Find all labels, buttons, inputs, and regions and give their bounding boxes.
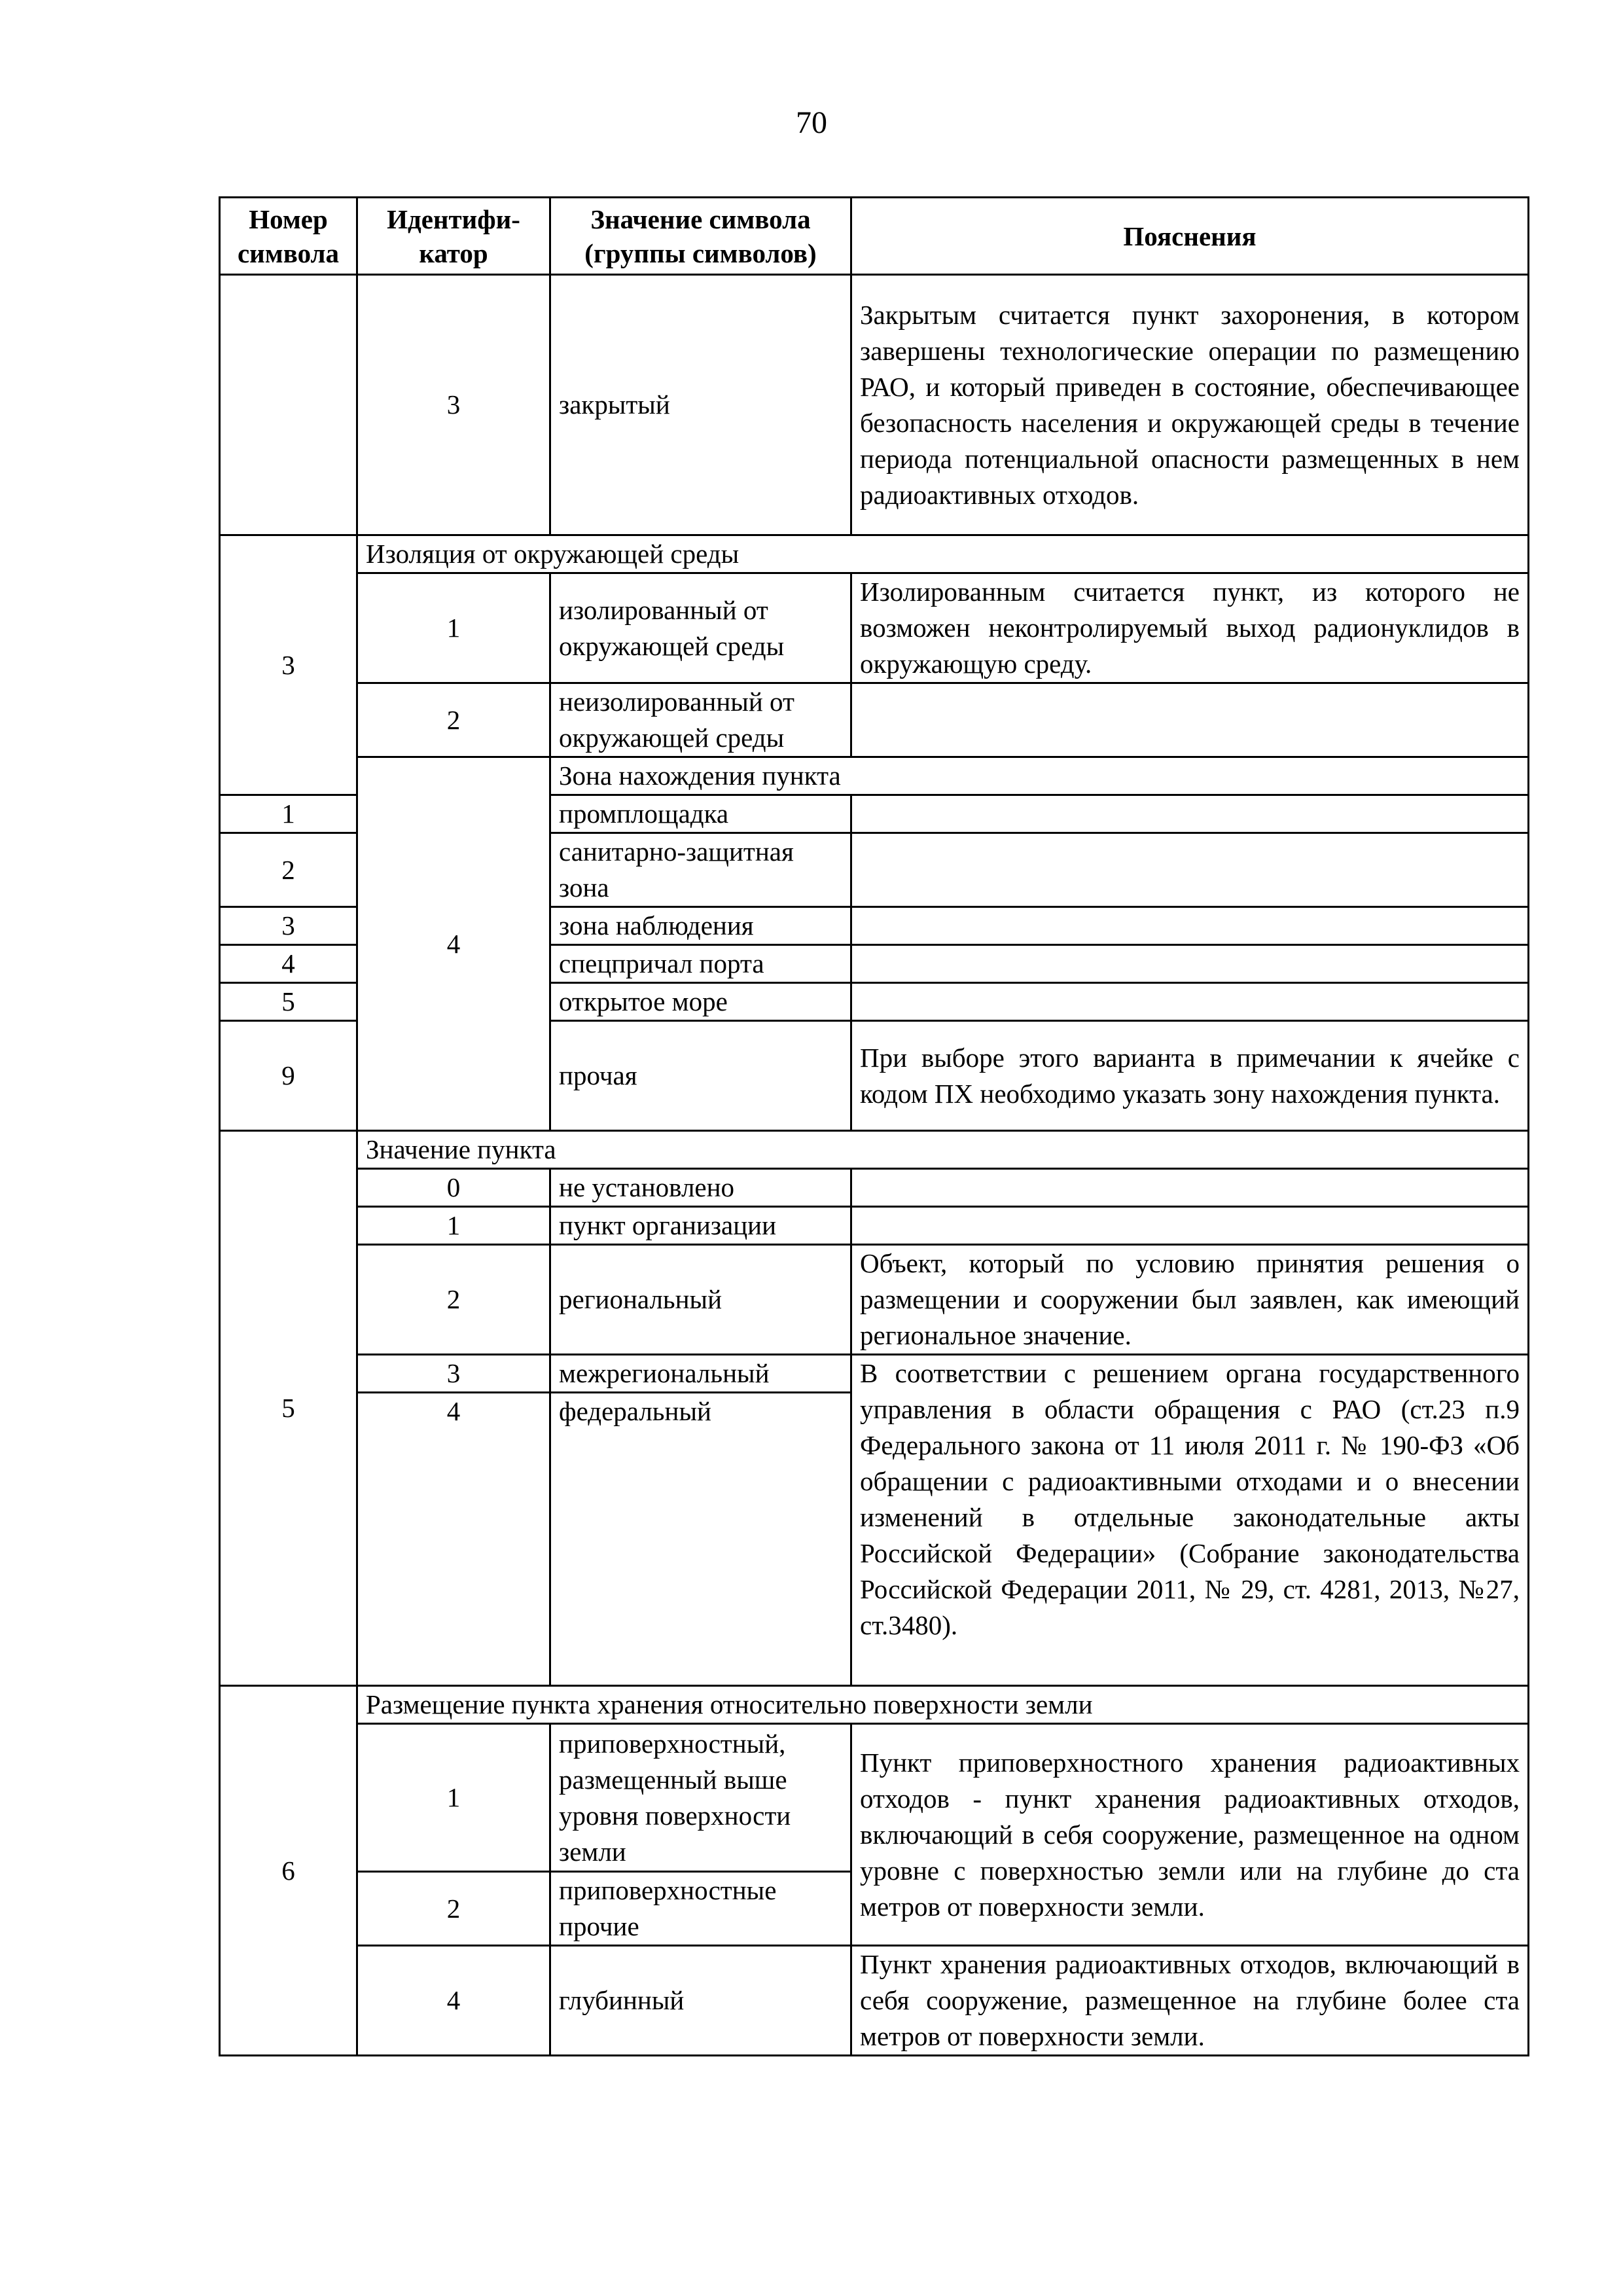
explanation-cell <box>851 833 1529 907</box>
symbol-number-cell: 3 <box>220 535 357 795</box>
table-row <box>220 1169 1529 1207</box>
table-row <box>220 1724 1529 1872</box>
value-cell: спецпричал порта <box>550 945 851 983</box>
group-row <box>220 1131 1529 1169</box>
value-cell: глубинный <box>550 1946 851 2056</box>
table-row <box>220 683 1529 757</box>
identifier-cell: 2 <box>357 1872 550 1946</box>
identifier-cell: 1 <box>357 1724 550 1872</box>
identifier-cell: 1 <box>357 573 550 683</box>
identifier-cell: 3 <box>220 907 357 945</box>
identifier-cell: 3 <box>357 1355 550 1393</box>
group-title: Изоляция от окружающей среды <box>357 535 1529 573</box>
table-row <box>220 275 1529 535</box>
identifier-cell: 3 <box>357 275 550 535</box>
symbol-number-cell: 4 <box>357 757 550 1131</box>
table-row <box>220 1946 1529 2056</box>
explanation-cell <box>851 945 1529 983</box>
value-cell: изолированный от окружающей среды <box>550 573 851 683</box>
table-row <box>220 573 1529 683</box>
symbol-table <box>219 196 1529 2056</box>
table-row <box>220 1207 1529 1245</box>
explanation-cell <box>851 1169 1529 1207</box>
value-cell: межрегиональный <box>550 1355 851 1393</box>
value-cell: неизолированный от окружающей среды <box>550 683 851 757</box>
explanation-cell: Пункт приповерхностного хранения радиоактивных отходов - пункт хранения радиоактивных отходов, включающий в себя сооружение, размещенное на одном уровне с поверхностью земли или на глубине до ста метров от поверхности земли. <box>851 1724 1529 1946</box>
page-number: 70 <box>796 105 827 140</box>
header-symbol-number: Номер символа <box>220 198 357 275</box>
identifier-cell: 0 <box>357 1169 550 1207</box>
symbol-number-cell: 6 <box>220 1686 357 2056</box>
explanation-cell: Изолированным считается пункт, из которого не возможен неконтролируемый выход радионуклидов в окружающую среду. <box>851 573 1529 683</box>
identifier-cell: 9 <box>220 1021 357 1131</box>
value-cell: приповерхностный, размещенный выше уровня поверхности земли <box>550 1724 851 1872</box>
group-title: Размещение пункта хранения относительно поверхности земли <box>357 1686 1529 1724</box>
explanation-cell <box>851 683 1529 757</box>
explanation-cell: В соответствии с решением органа государственного управления в области обращения с РАО (ст.23 п.9 Федерального закона от 11 июля 2011 г. № 190-ФЗ «Об обращении с радиоактивными отходами и о внесении изменений в отдельные законодательные акты Российской Федерации» (Собрание законодательства Российской Федерации 2011, № 29, ст. 4281, 2013, №27, ст.3480). <box>851 1355 1529 1686</box>
identifier-cell: 2 <box>357 1245 550 1355</box>
identifier-cell: 5 <box>220 983 357 1021</box>
value-cell: региональный <box>550 1245 851 1355</box>
value-cell: открытое море <box>550 983 851 1021</box>
identifier-cell: 2 <box>220 833 357 907</box>
symbol-number-cell: 5 <box>220 1131 357 1686</box>
explanation-cell: Пункт хранения радиоактивных отходов, включающий в себя сооружение, размещенное на глубине более ста метров от поверхности земли. <box>851 1946 1529 2056</box>
group-title: Значение пункта <box>357 1131 1529 1169</box>
identifier-cell: 1 <box>220 795 357 833</box>
value-cell: не установлено <box>550 1169 851 1207</box>
value-cell: федеральный <box>550 1393 851 1686</box>
identifier-cell: 4 <box>357 1946 550 2056</box>
value-cell: прочая <box>550 1021 851 1131</box>
identifier-cell: 4 <box>357 1393 550 1686</box>
value-cell: санитарно-защитная зона <box>550 833 851 907</box>
value-cell: пункт организации <box>550 1207 851 1245</box>
group-title: Зона нахождения пункта <box>550 757 1529 795</box>
identifier-cell: 4 <box>220 945 357 983</box>
group-row <box>220 535 1529 573</box>
symbol-number-cell <box>220 275 357 535</box>
identifier-cell: 2 <box>357 683 550 757</box>
explanation-cell: Объект, который по условию принятия решения о размещении и сооружении был заявлен, как имеющий региональное значение. <box>851 1245 1529 1355</box>
value-cell: промплощадка <box>550 795 851 833</box>
explanation-cell <box>851 1207 1529 1245</box>
header-symbol-value: Значение символа (группы символов) <box>550 198 851 275</box>
value-cell: зона наблюдения <box>550 907 851 945</box>
value-cell: приповерхностные прочие <box>550 1872 851 1946</box>
header-explanations: Пояснения <box>851 198 1529 275</box>
table-row <box>220 1245 1529 1355</box>
explanation-cell <box>851 795 1529 833</box>
identifier-cell: 1 <box>357 1207 550 1245</box>
explanation-cell <box>851 907 1529 945</box>
table-header-row <box>220 198 1529 275</box>
group-row <box>220 757 1529 795</box>
table-row <box>220 1355 1529 1393</box>
value-cell: закрытый <box>550 275 851 535</box>
header-identifier: Идентифи-катор <box>357 198 550 275</box>
explanation-cell: При выборе этого варианта в примечании к ячейке с кодом ПХ необходимо указать зону нахождения пункта. <box>851 1021 1529 1131</box>
explanation-cell: Закрытым считается пункт захоронения, в котором завершены технологические операции по размещению РАО, и который приведен в состояние, обеспечивающее безопасность населения и окружающей среды в течение периода потенциальной опасности размещенных в нем радиоактивных отходов. <box>851 275 1529 535</box>
explanation-cell <box>851 983 1529 1021</box>
group-row <box>220 1686 1529 1724</box>
